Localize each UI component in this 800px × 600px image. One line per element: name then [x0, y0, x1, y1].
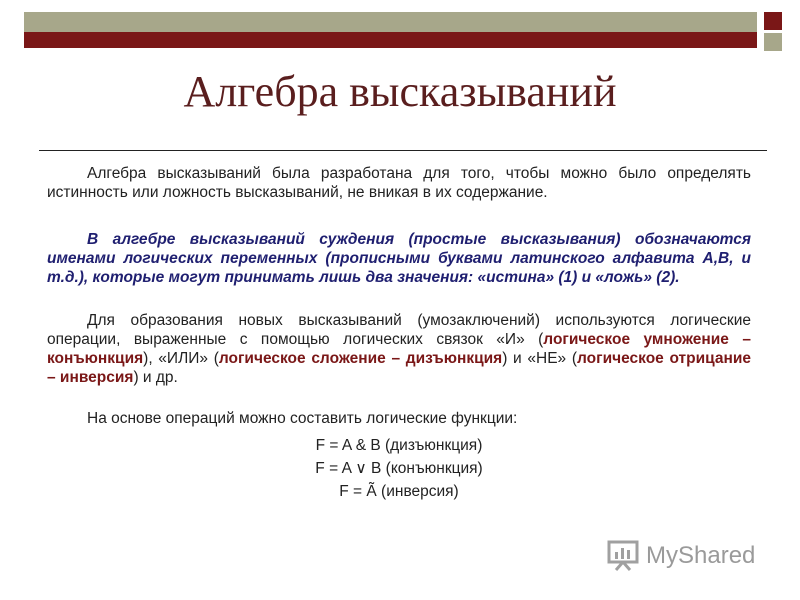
- watermark-text: MyShared: [646, 542, 756, 569]
- operations-text-a: Для образования новых высказываний (умозаключений) используются логические операции, выраженные с помощью логических связок «И» (: [47, 312, 751, 348]
- formula-3: F = Ã (инверсия): [339, 483, 459, 500]
- paragraph-operations: [47, 311, 751, 387]
- paragraph-functions-intro: На основе операций можно составить логические функции:: [87, 410, 518, 427]
- myshared-watermark: [606, 536, 766, 576]
- title-divider: [39, 150, 767, 151]
- paragraph-definition: В алгебре высказываний суждения (простые высказывания) обозначаются именами логических переменных (прописными буквами латинского алфавита А,В, и т.д.), которые могут принимать лишь два значения: «истина» (1) и «ложь» (2).: [47, 231, 751, 286]
- operations-text-e: ) и «НЕ» (: [502, 350, 578, 367]
- formula-1: F = A & B (дизъюнкция): [315, 437, 483, 454]
- header-square-maroon: [764, 12, 782, 30]
- header-square-olive: [764, 33, 782, 51]
- term-conjunction: логическое умножение – конъюнкция: [47, 331, 751, 367]
- paragraph-intro: Алгебра высказываний была разработана для того, чтобы можно было определять истинность или ложность высказываний, не вникая в их содержание.: [47, 165, 751, 201]
- presentation-board-icon: [606, 538, 640, 572]
- term-disjunction: логическое сложение – дизъюнкция: [218, 350, 503, 367]
- header-maroon-band: [24, 32, 757, 48]
- operations-text-g: ) и др.: [133, 369, 178, 386]
- term-inversion: логическое отрицание – инверсия: [47, 350, 751, 386]
- operations-text-c: ), «ИЛИ» (: [143, 350, 219, 367]
- header-olive-band: [24, 12, 757, 32]
- slide-title: Алгебра высказываний: [183, 67, 617, 116]
- slide-body: [47, 164, 751, 505]
- formula-2: F = A ∨ B (конъюнкция): [315, 460, 483, 477]
- decorative-header-bar: [0, 0, 800, 48]
